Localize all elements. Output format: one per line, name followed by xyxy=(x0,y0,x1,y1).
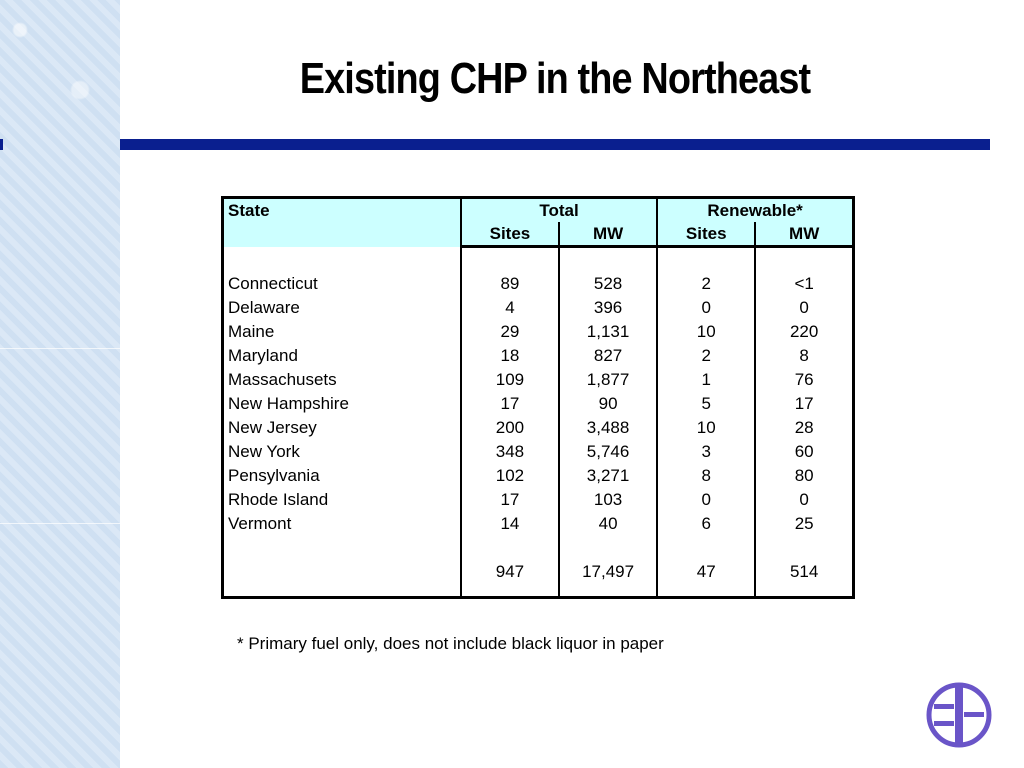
total-sites-cell: 89 xyxy=(461,272,559,296)
state-cell: Delaware xyxy=(223,296,461,320)
table-row xyxy=(223,464,854,488)
total-total-sites-cell: 947 xyxy=(461,560,559,584)
renewable-mw-cell: 17 xyxy=(794,394,814,413)
renewable-mw-cell: 60 xyxy=(794,442,814,461)
footnote: * Primary fuel only, does not include black liquor in paper xyxy=(237,634,664,653)
total-sites-cell: 17 xyxy=(461,392,559,416)
spacer-row xyxy=(223,247,854,273)
renewable-mw-cell xyxy=(755,584,853,598)
renewable-sites-cell: 3 xyxy=(657,440,755,464)
table-row xyxy=(223,296,854,320)
spacer-row xyxy=(223,584,854,598)
renewable-mw-cell: 0 xyxy=(799,490,809,509)
table-row xyxy=(223,416,854,440)
renewable-mw-cell: 76 xyxy=(794,370,814,389)
state-cell: Rhode Island xyxy=(223,488,461,512)
total-sites-cell: 4 xyxy=(461,296,559,320)
renewable-mw-cell: 8 xyxy=(799,346,809,365)
total-mw-cell: 5,746 xyxy=(559,440,657,464)
table-row xyxy=(223,488,854,512)
group-header-row xyxy=(223,198,854,223)
renewable-group-header: Renewable* xyxy=(657,198,853,223)
total-mw-cell xyxy=(559,247,657,273)
total-sites-header: Sites xyxy=(461,222,559,247)
total-mw-cell xyxy=(559,536,657,560)
total-mw-cell: 3,271 xyxy=(559,464,657,488)
renewable-mw-cell xyxy=(755,536,853,560)
state-cell xyxy=(223,584,461,598)
total-mw-cell: 90 xyxy=(559,392,657,416)
total-sites-cell xyxy=(461,584,559,598)
renewable-mw-cell: 0 xyxy=(799,298,809,317)
renewable-sites-cell: 1 xyxy=(657,368,755,392)
total-total-mw-cell: 17,497 xyxy=(559,560,657,584)
total-sites-cell: 17 xyxy=(461,488,559,512)
renewable-sites-cell: 2 xyxy=(657,272,755,296)
total-sites-cell xyxy=(461,247,559,273)
total-mw-header: MW xyxy=(559,222,657,247)
state-header: State xyxy=(223,198,461,247)
table-row xyxy=(223,320,854,344)
renewable-sites-cell: 0 xyxy=(657,488,755,512)
renewable-sites-header: Sites xyxy=(657,222,755,247)
total-sites-cell: 109 xyxy=(461,368,559,392)
table-row xyxy=(223,344,854,368)
renewable-sites-cell: 5 xyxy=(657,392,755,416)
state-cell: New York xyxy=(223,440,461,464)
state-cell: Pensylvania xyxy=(223,464,461,488)
total-mw-cell: 103 xyxy=(559,488,657,512)
state-cell: Vermont xyxy=(223,512,461,536)
state-cell xyxy=(223,247,461,273)
renewable-mw-cell: 25 xyxy=(794,514,814,533)
totals-row xyxy=(223,560,854,584)
table-row xyxy=(223,392,854,416)
total-sites-cell: 14 xyxy=(461,512,559,536)
total-sites-cell xyxy=(461,536,559,560)
total-mw-cell: 1,877 xyxy=(559,368,657,392)
state-cell: New Jersey xyxy=(223,416,461,440)
eia-logo-icon xyxy=(926,682,992,748)
renewable-sites-cell xyxy=(657,247,755,273)
state-cell: Connecticut xyxy=(223,272,461,296)
total-mw-cell: 1,131 xyxy=(559,320,657,344)
renewable-mw-cell: 80 xyxy=(794,466,814,485)
total-mw-cell: 528 xyxy=(559,272,657,296)
renewable-mw-cell: <1 xyxy=(794,274,814,293)
total-sites-cell: 348 xyxy=(461,440,559,464)
renewable-sites-cell xyxy=(657,536,755,560)
renewable-mw-cell: 28 xyxy=(794,418,814,437)
total-sites-cell: 200 xyxy=(461,416,559,440)
table-row xyxy=(223,368,854,392)
renewable-mw-cell xyxy=(755,247,853,273)
total-mw-cell xyxy=(559,584,657,598)
renewable-sites-cell: 10 xyxy=(657,320,755,344)
total-sites-cell: 18 xyxy=(461,344,559,368)
renewable-sites-cell: 2 xyxy=(657,344,755,368)
total-group-header: Total xyxy=(461,198,657,223)
total-sites-cell: 29 xyxy=(461,320,559,344)
page-title: Existing CHP in the Northeast xyxy=(299,54,811,103)
total-mw-cell: 396 xyxy=(559,296,657,320)
chp-table xyxy=(221,196,855,599)
total-state-cell xyxy=(223,560,461,584)
renewable-mw-header: MW xyxy=(755,222,853,247)
renewable-sites-cell: 10 xyxy=(657,416,755,440)
renewable-sites-cell: 6 xyxy=(657,512,755,536)
table-row xyxy=(223,512,854,536)
rule-mark xyxy=(0,139,3,150)
state-cell: Massachusets xyxy=(223,368,461,392)
spacer-row xyxy=(223,536,854,560)
total-mw-cell: 40 xyxy=(559,512,657,536)
table-body xyxy=(223,247,854,598)
state-cell: Maryland xyxy=(223,344,461,368)
table-row xyxy=(223,440,854,464)
state-cell: Maine xyxy=(223,320,461,344)
total-mw-cell: 827 xyxy=(559,344,657,368)
renewable-sites-cell: 8 xyxy=(657,464,755,488)
total-sites-cell: 102 xyxy=(461,464,559,488)
renewable-sites-cell xyxy=(657,584,755,598)
renewable-mw-cell: 220 xyxy=(789,322,819,341)
decorative-side-strip xyxy=(0,0,120,768)
title-underline xyxy=(120,139,990,150)
total-renewable-mw-cell: 514 xyxy=(789,562,819,581)
total-mw-cell: 3,488 xyxy=(559,416,657,440)
table-row xyxy=(223,272,854,296)
total-renewable-sites-cell: 47 xyxy=(657,560,755,584)
state-cell xyxy=(223,536,461,560)
renewable-sites-cell: 0 xyxy=(657,296,755,320)
state-cell: New Hampshire xyxy=(223,392,461,416)
